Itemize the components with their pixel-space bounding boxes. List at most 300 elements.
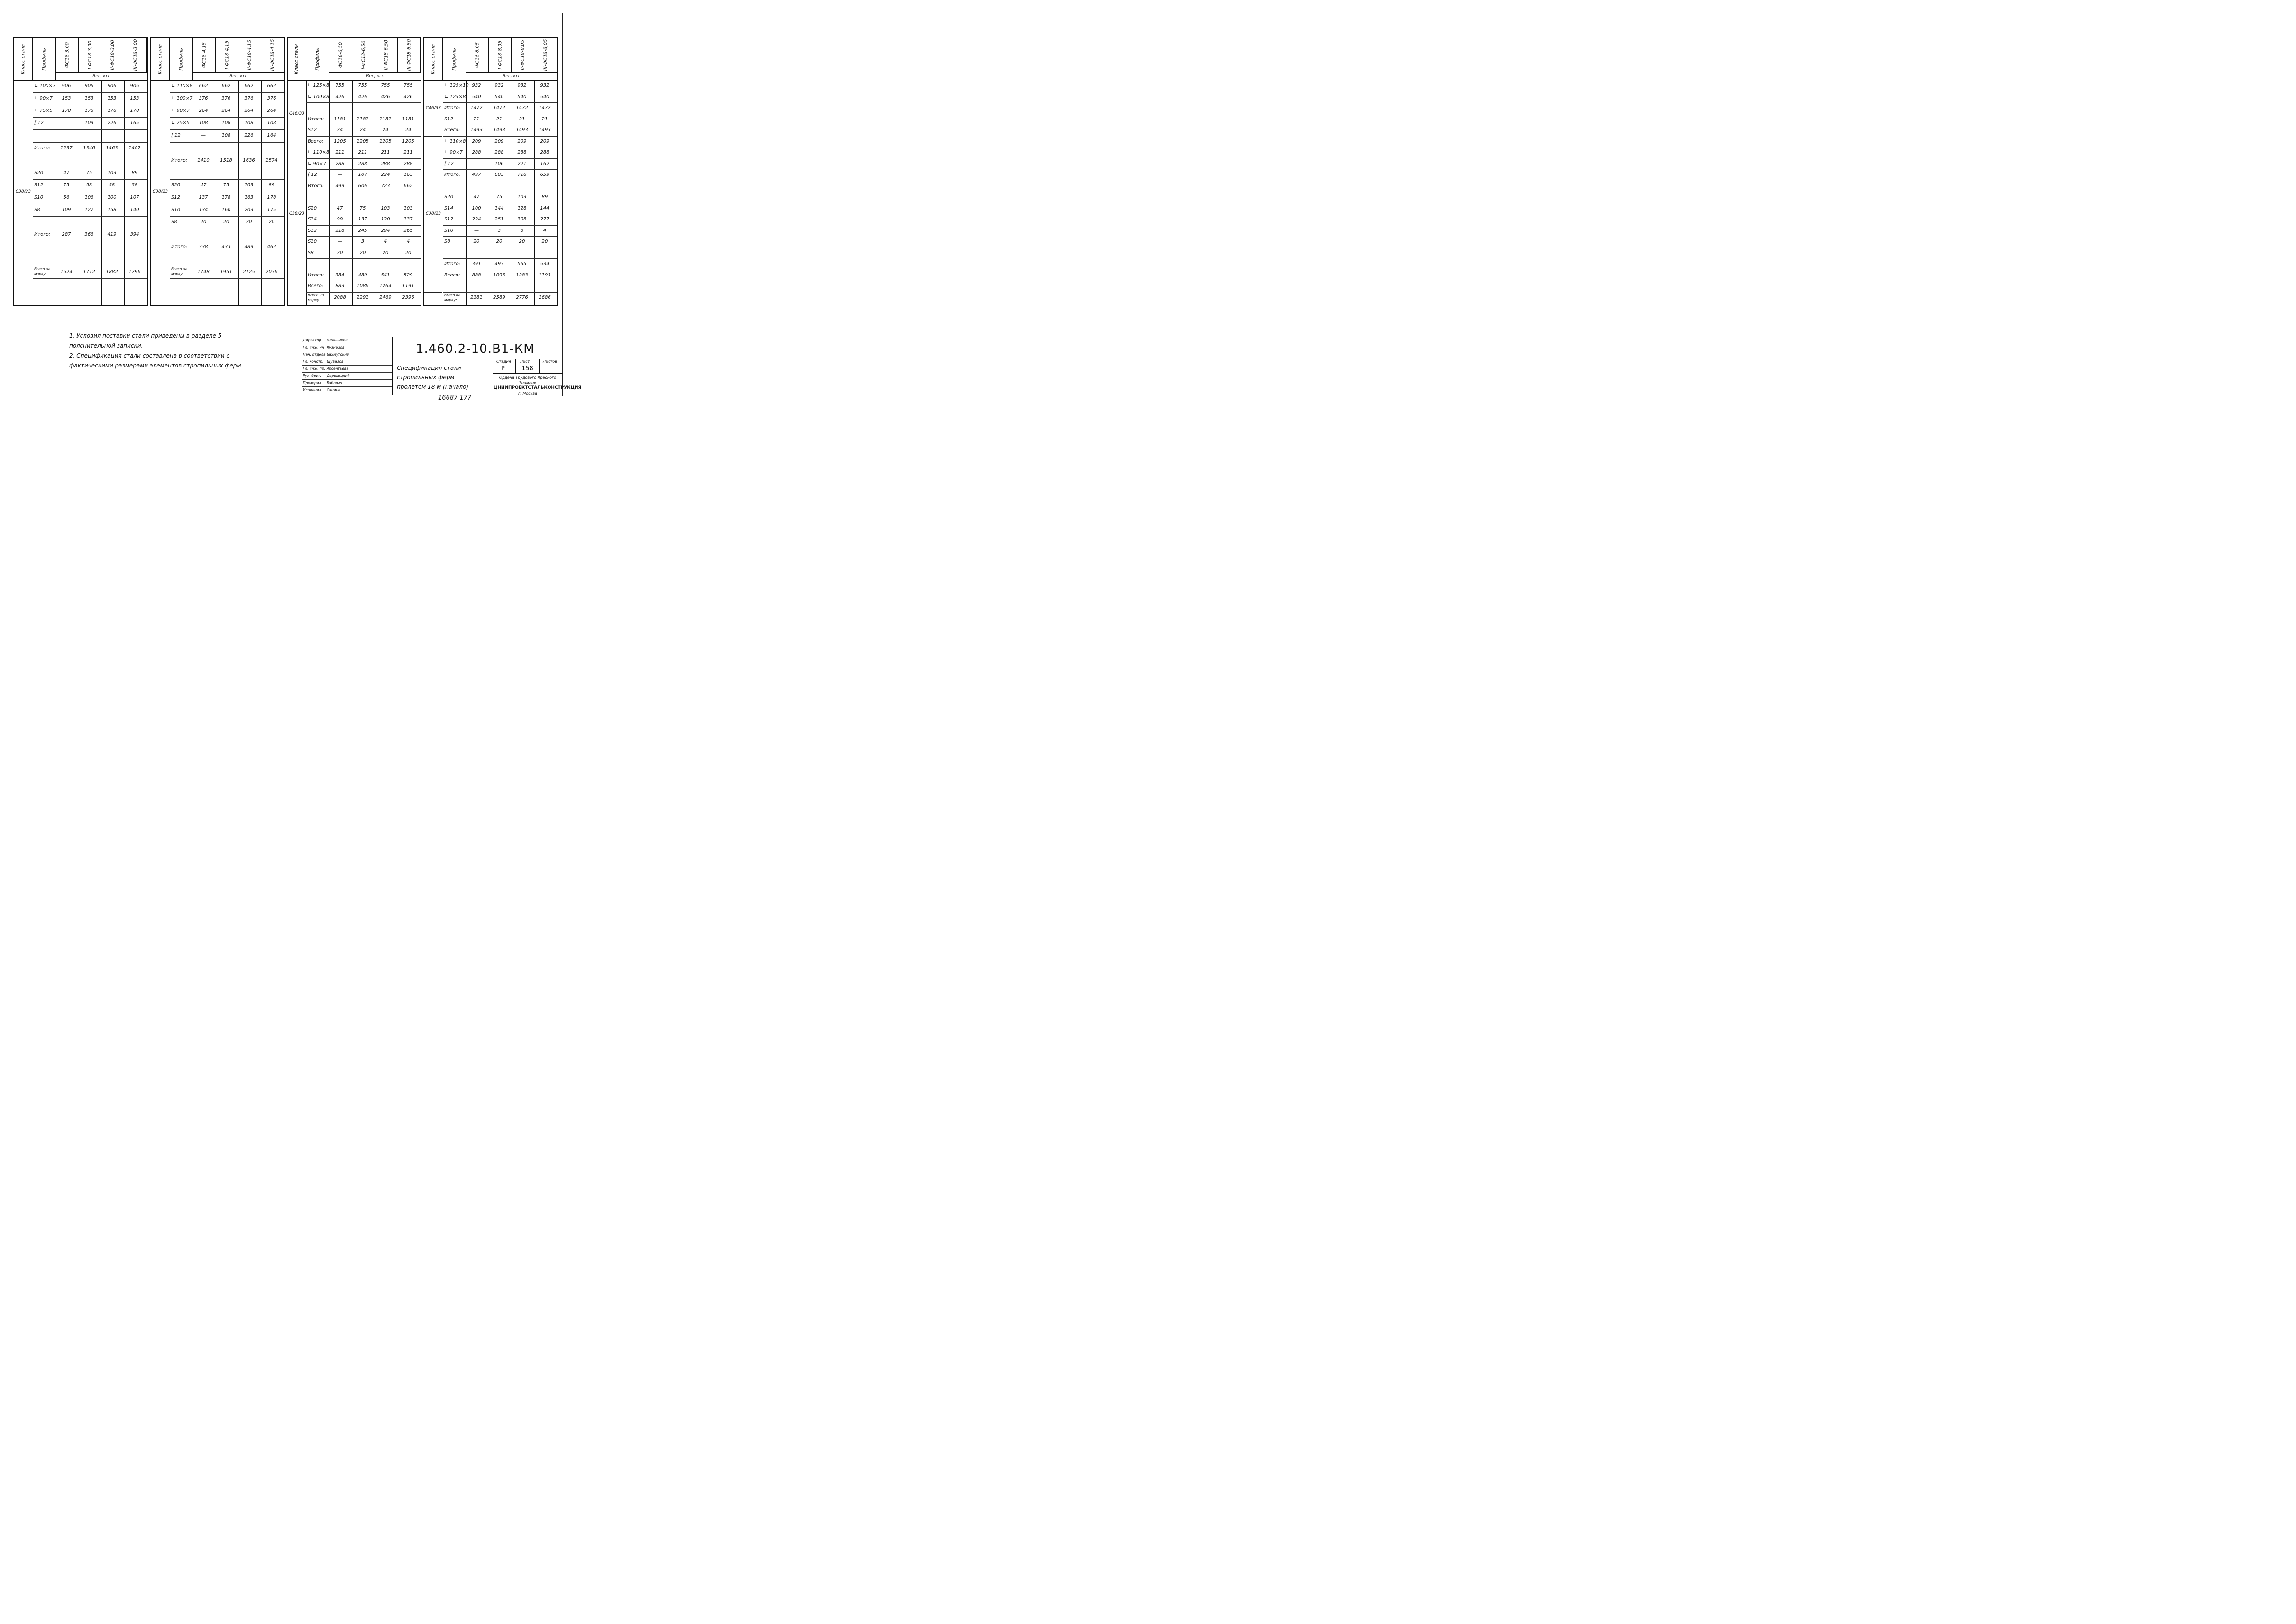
weight-cell: 2776: [516, 294, 528, 300]
weight-cell: 932: [494, 83, 504, 88]
weight-cell: 20: [541, 239, 548, 244]
weight-cell: [534, 248, 555, 259]
column-header-text: Класс стали: [430, 44, 436, 74]
profile-cell: Итого:: [308, 116, 324, 122]
table-row: [170, 291, 284, 303]
weight-cell: 1493: [516, 128, 528, 133]
profile-cell: [33, 278, 55, 291]
table-row: [443, 214, 557, 226]
weight-cell: 144: [494, 205, 504, 211]
weight-label: Вес, кгс: [56, 72, 147, 81]
weight-cell: 106: [84, 195, 94, 200]
weight-cell: [101, 216, 122, 229]
profile-cell: [ 12: [34, 120, 44, 126]
weight-cell: 1472: [539, 105, 551, 110]
org-line-2: ЦНИИПРОЕКТСТАЛЬКОНСТРУКЦИЯ: [494, 385, 582, 390]
sheets-label: Листов: [543, 359, 557, 364]
table-row: [306, 203, 421, 215]
weight-cell: [329, 192, 350, 203]
profile-cell: [33, 241, 55, 253]
role-label: Гл. констр.: [303, 359, 324, 364]
stage-label: Стадия: [496, 359, 511, 364]
stage-value: Р: [501, 365, 505, 372]
weight-cell: [101, 129, 122, 142]
weight-cell: 1193: [539, 272, 551, 278]
weight-cell: 20: [519, 239, 525, 244]
column-header-text: III-ФС18-4,15: [270, 39, 275, 71]
weight-cell: 906: [107, 83, 117, 89]
profile-cell: [443, 181, 466, 192]
table-row: [306, 114, 421, 126]
profile-cell: [33, 291, 55, 303]
weight-cell: 209: [517, 138, 527, 144]
weight-cell: —: [474, 228, 479, 233]
table-row: [306, 125, 421, 137]
weight-cell: 603: [494, 172, 504, 177]
column-header: [512, 38, 534, 72]
signature-row: [302, 358, 392, 366]
profile-cell: S12: [34, 182, 44, 188]
weight-cell: 932: [540, 83, 549, 88]
signature-row: [302, 351, 392, 358]
weight-cell: [238, 167, 259, 179]
weight-cell: 162: [540, 161, 549, 166]
weight-cell: 211: [335, 150, 345, 155]
column-header-text: Профиль: [178, 47, 184, 71]
profile-cell: [170, 142, 192, 155]
column-header-text: Класс стали: [20, 44, 26, 74]
column-header: [352, 38, 375, 72]
weight-cell: 565: [517, 261, 527, 266]
weight-cell: [101, 241, 122, 253]
weight-cell: [124, 155, 145, 167]
spec-table: [423, 37, 558, 306]
weight-label: Вес, кгс: [466, 72, 557, 81]
profile-cell: [306, 192, 329, 203]
weight-cell: 20: [223, 220, 229, 225]
weight-cell: 426: [403, 94, 413, 100]
weight-cell: 1748: [197, 269, 210, 275]
weight-cell: 264: [267, 108, 276, 114]
profile-cell: Итого:: [34, 145, 51, 151]
profile-cell: S20: [34, 170, 44, 175]
weight-cell: 755: [358, 83, 367, 88]
role-label: Гл. инж. ин: [303, 345, 324, 349]
table-row: [33, 229, 147, 241]
column-header-text: Класс стали: [157, 44, 163, 74]
weight-cell: 20: [496, 239, 503, 244]
weight-cell: 1493: [493, 128, 505, 133]
profile-cell: [443, 281, 466, 292]
weight-cell: [79, 241, 100, 253]
table-row: [33, 241, 147, 254]
table-row: [170, 117, 284, 130]
weight-cell: 165: [130, 120, 139, 126]
profile-cell: ∟ 100×8: [308, 94, 329, 100]
profile-cell: S20: [308, 205, 317, 211]
table-row: [443, 292, 557, 304]
weight-cell: 2396: [402, 294, 414, 300]
profile-cell: ∟ 75×5: [34, 108, 53, 114]
weight-cell: [238, 229, 259, 241]
weight-cell: 1472: [516, 105, 528, 110]
role-label: Исполнил: [303, 388, 321, 392]
weight-cell: 24: [405, 128, 412, 133]
table-row: [306, 136, 421, 148]
table-row: [170, 92, 284, 105]
table-row: [306, 102, 421, 114]
weight-cell: 153: [107, 96, 117, 101]
weight-cell: 178: [221, 195, 231, 200]
steel-class: [424, 80, 442, 137]
weight-cell: [375, 192, 396, 203]
weight-cell: [216, 142, 237, 155]
weight-cell: 1574: [265, 157, 278, 163]
weight-cell: 540: [540, 94, 549, 100]
weight-cell: 251: [494, 217, 504, 222]
weight-cell: 499: [335, 183, 345, 189]
weight-cell: 288: [472, 150, 481, 155]
column-header-text: Профиль: [41, 47, 47, 71]
column-header-text: I-ФС18-4,15: [224, 40, 229, 70]
weight-cell: 659: [540, 172, 549, 177]
weight-cell: —: [474, 161, 479, 166]
table-row: [170, 179, 284, 192]
weight-cell: 108: [221, 133, 231, 138]
profile-cell: S20: [444, 194, 454, 200]
weight-cell: 75: [86, 170, 92, 175]
profile-cell: [ 12: [444, 161, 454, 166]
weight-cell: 4: [406, 239, 410, 244]
profile-cell: [33, 254, 55, 266]
weight-cell: [79, 291, 100, 303]
table-row: [306, 169, 421, 181]
table-row: [443, 258, 557, 270]
column-header-text: ФС18-8,05: [475, 42, 480, 68]
profile-cell: Всего:: [308, 284, 324, 289]
weight-cell: [261, 142, 282, 155]
weight-cell: [512, 248, 532, 259]
weight-cell: 394: [130, 232, 139, 238]
weight-cell: 1796: [128, 269, 141, 275]
weight-cell: [398, 102, 419, 114]
weight-cell: 109: [84, 120, 94, 126]
table-row: [443, 136, 557, 148]
column-header: [238, 38, 261, 72]
profile-cell: Всего на марку:: [171, 266, 188, 276]
weight-cell: [238, 278, 259, 291]
weight-cell: 107: [130, 195, 139, 200]
weight-cell: 287: [62, 232, 71, 238]
table-row: [306, 225, 421, 237]
profile-cell: S8: [34, 207, 40, 213]
table-row: [33, 167, 147, 180]
weight-cell: 20: [200, 220, 207, 225]
weight-cell: [193, 142, 214, 155]
weight-cell: 1205: [334, 138, 346, 144]
column-header-text: Профиль: [451, 47, 457, 71]
weight-cell: 376: [267, 96, 276, 101]
table-row: [306, 236, 421, 248]
weight-cell: 1181: [379, 116, 392, 122]
weight-cell: 120: [381, 217, 390, 222]
weight-cell: 529: [403, 272, 413, 278]
weight-cell: 163: [244, 195, 254, 200]
weight-cell: 108: [244, 120, 254, 126]
column-header-text: ФС18-3,00: [64, 42, 70, 68]
weight-cell: 56: [63, 195, 70, 200]
weight-cell: 1181: [402, 116, 414, 122]
weight-cell: 137: [199, 195, 208, 200]
table-row: [443, 192, 557, 203]
table-row: [443, 236, 557, 248]
role-label: Проверил: [303, 381, 321, 385]
weight-cell: [193, 291, 214, 303]
weight-cell: 338: [199, 244, 208, 250]
weight-cell: 221: [517, 161, 527, 166]
profile-cell: [33, 155, 55, 167]
weight-cell: [101, 278, 122, 291]
table-row: [443, 114, 557, 126]
profile-cell: S12: [444, 217, 454, 222]
weight-cell: 20: [473, 239, 480, 244]
weight-cell: [124, 278, 145, 291]
profile-cell: S14: [444, 205, 454, 211]
weight-cell: [329, 258, 350, 270]
table-header: [151, 38, 284, 81]
weight-cell: 108: [221, 120, 231, 126]
weight-cell: [79, 216, 100, 229]
table-row: [33, 254, 147, 266]
profile-cell: Итого:: [308, 183, 324, 189]
signature-row: [302, 337, 392, 344]
column-header: [261, 38, 284, 72]
weight-cell: 1191: [402, 284, 414, 289]
table-row: [306, 270, 421, 282]
signature-row: [302, 373, 392, 380]
weight-cell: 106: [494, 161, 504, 166]
column-header-text: II-ФС18-6,50: [384, 40, 389, 70]
steel-class-label: С46/33: [289, 111, 305, 116]
weight-cell: 294: [381, 228, 390, 233]
person-name: Бахмутский: [327, 352, 349, 357]
weight-cell: 1493: [539, 128, 551, 133]
profile-cell: S10: [308, 239, 317, 244]
org-line-3: г. Москва: [518, 391, 537, 395]
person-name: Санина: [327, 388, 341, 392]
column-header: [375, 38, 398, 72]
weight-cell: [79, 155, 100, 167]
weight-cell: 224: [472, 217, 481, 222]
column-header-text: III-ФС18-6,50: [406, 39, 412, 71]
column-header: [124, 38, 147, 72]
profile-cell: ∟ 125×8: [444, 94, 466, 100]
weight-cell: 175: [267, 207, 276, 213]
weight-cell: —: [64, 120, 69, 126]
table-row: [443, 102, 557, 114]
notes: [69, 331, 268, 371]
weight-cell: 606: [358, 183, 367, 189]
table-row: [33, 216, 147, 229]
profile-cell: [170, 229, 192, 241]
profile-cell: S12: [308, 228, 317, 233]
weight-cell: 163: [403, 172, 413, 177]
profile-cell: [ 12: [308, 172, 317, 177]
column-header-text: ФС18-4,15: [201, 42, 207, 68]
document-code: 1.460.2-10.В1-КМ: [416, 342, 535, 356]
weight-cell: 89: [268, 182, 275, 188]
column-header: [329, 38, 352, 72]
weight-cell: 1518: [220, 157, 232, 163]
weight-cell: 883: [335, 284, 345, 289]
table-row: [170, 155, 284, 167]
table-row: [170, 167, 284, 180]
table-row: [306, 248, 421, 259]
weight-cell: 723: [381, 183, 390, 189]
steel-class: [424, 136, 442, 293]
column-header: [489, 38, 512, 72]
weight-cell: 20: [405, 250, 412, 256]
weight-cell: [512, 281, 532, 292]
table-row: [306, 80, 421, 92]
table-header: [14, 38, 147, 81]
table-row: [443, 169, 557, 181]
weight-cell: 1472: [493, 105, 505, 110]
table-row: [33, 179, 147, 192]
profile-cell: ∟ 125×10: [444, 83, 469, 88]
weight-cell: [79, 129, 100, 142]
weight-cell: 3: [361, 239, 365, 244]
weight-cell: 75: [63, 182, 70, 188]
weight-cell: [216, 291, 237, 303]
weight-cell: 47: [337, 205, 343, 211]
weight-cell: 153: [62, 96, 71, 101]
weight-cell: 153: [84, 96, 94, 101]
weight-cell: 75: [359, 205, 366, 211]
weight-cell: 164: [267, 133, 276, 138]
weight-cell: 218: [335, 228, 345, 233]
weight-cell: 426: [335, 94, 345, 100]
table-row: [170, 254, 284, 266]
table-row: [33, 105, 147, 118]
table-row: [170, 80, 284, 93]
stamp-divider: [539, 359, 540, 373]
weight-cell: 209: [540, 138, 549, 144]
weight-cell: 1096: [493, 272, 505, 278]
table-row: [443, 92, 557, 103]
weight-cell: 288: [517, 150, 527, 155]
weight-cell: 932: [472, 83, 481, 88]
weight-cell: 128: [517, 205, 527, 211]
weight-cell: 462: [267, 244, 276, 250]
weight-cell: 540: [494, 94, 504, 100]
weight-cell: 288: [494, 150, 504, 155]
table-row: [170, 278, 284, 291]
profile-cell: S14: [308, 217, 317, 222]
weight-cell: [352, 258, 373, 270]
profile-cell: S12: [444, 116, 454, 122]
weight-cell: 2125: [243, 269, 255, 275]
table-row: [443, 158, 557, 170]
profile-cell: ∟ 110×8: [171, 83, 193, 89]
weight-cell: [398, 192, 419, 203]
table-row: [443, 203, 557, 215]
weight-cell: 662: [221, 83, 231, 89]
weight-cell: 137: [403, 217, 413, 222]
weight-cell: 224: [381, 172, 390, 177]
weight-cell: —: [338, 239, 342, 244]
profile-cell: Всего:: [308, 138, 324, 144]
column-header-text: III-ФС18-3,00: [133, 39, 138, 71]
profile-cell: Всего на марку:: [34, 266, 51, 276]
table-row: [33, 142, 147, 155]
weight-cell: 20: [359, 250, 366, 256]
steel-class-label: С38/23: [289, 211, 305, 216]
weight-cell: 1205: [379, 138, 392, 144]
weight-cell: [56, 254, 77, 266]
profile-cell: ∟ 90×7: [171, 108, 190, 114]
weight-cell: 1205: [357, 138, 369, 144]
weight-cell: 47: [63, 170, 70, 175]
weight-cell: 21: [519, 116, 525, 122]
weight-cell: 426: [358, 94, 367, 100]
weight-cell: 100: [107, 195, 117, 200]
table-row: [33, 92, 147, 105]
weight-cell: 540: [472, 94, 481, 100]
table-row: [33, 155, 147, 167]
signature-row: [302, 344, 392, 351]
weight-cell: 178: [267, 195, 276, 200]
weight-cell: 1493: [470, 128, 483, 133]
person-name: Бабович: [327, 381, 342, 385]
org-line-1: Ордена Трудового Красного Знамени: [499, 376, 557, 385]
table-row: [33, 192, 147, 204]
weight-cell: [193, 278, 214, 291]
weight-cell: 662: [199, 83, 208, 89]
column-header: [306, 38, 329, 80]
weight-cell: 20: [337, 250, 343, 256]
weight-cell: [56, 129, 77, 142]
profile-cell: Итого:: [171, 244, 188, 250]
weight-cell: 1712: [83, 269, 95, 275]
column-header-text: II-ФС18-3,00: [110, 40, 115, 70]
column-header: [101, 38, 124, 72]
steel-class-label: С38/23: [15, 189, 31, 194]
weight-cell: [216, 254, 237, 266]
column-header: [398, 38, 421, 72]
profile-cell: Итого:: [444, 172, 461, 177]
weight-cell: [79, 278, 100, 291]
column-header-text: I-ФС18-6,50: [361, 40, 366, 70]
weight-cell: 211: [381, 150, 390, 155]
person-name: Деревицкий: [327, 374, 350, 378]
table-header: [288, 38, 421, 81]
column-header-text: II-ФС18-8,05: [520, 40, 525, 70]
profile-cell: [306, 102, 329, 114]
weight-cell: [101, 254, 122, 266]
weight-cell: 2036: [265, 269, 278, 275]
table-row: [170, 216, 284, 229]
weight-cell: 103: [403, 205, 413, 211]
profile-cell: [170, 254, 192, 266]
weight-cell: 58: [131, 182, 138, 188]
table-row: [170, 142, 284, 155]
table-row: [306, 92, 421, 103]
table-row: [306, 192, 421, 203]
weight-cell: 264: [199, 108, 208, 114]
table-row: [33, 291, 147, 303]
table-row: [170, 129, 284, 142]
